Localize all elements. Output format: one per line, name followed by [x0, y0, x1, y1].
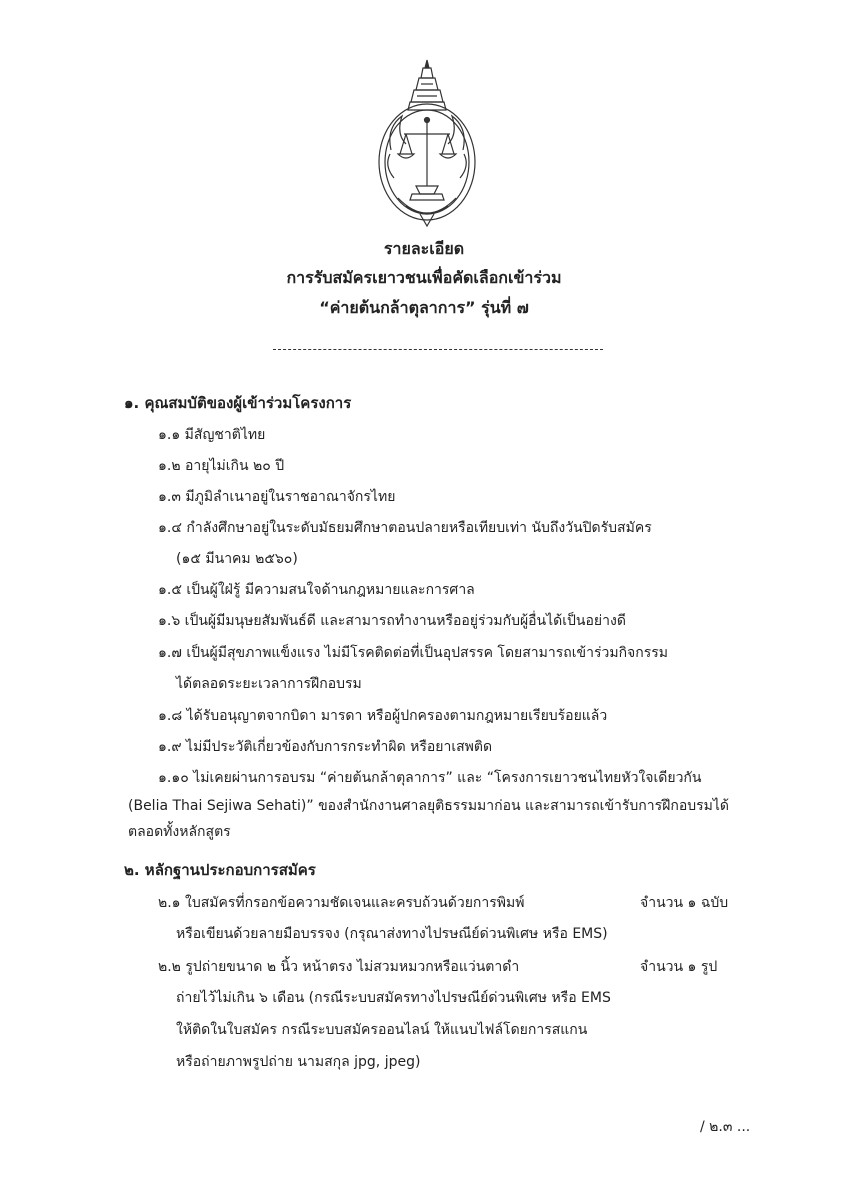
dashed-divider: [273, 349, 603, 350]
qualification-item-1-1: ๑.๑ มีสัญชาติไทย: [158, 427, 266, 443]
qualification-item-1-7-cont: ได้ตลอดระยะเวลาการฝึกอบรม: [176, 676, 362, 692]
qualification-item-1-4-cont: (๑๕ มีนาคม ๒๕๖๐): [176, 551, 298, 567]
qualification-item-1-4: ๑.๔ กำลังศึกษาอยู่ในระดับมัธยมศึกษาตอนปลายหรือเทียบเท่า นับถึงวันปิดรับสมัคร: [158, 520, 652, 536]
section-1-title: ๑. คุณสมบัติของผู้เข้าร่วมโครงการ: [124, 394, 352, 412]
qualification-item-1-2: ๑.๒ อายุไม่เกิน ๒๐ ปี: [158, 458, 285, 474]
document-item-2-1-amount: จำนวน ๑ ฉบับ: [640, 895, 729, 911]
court-emblem-icon: [376, 58, 478, 230]
qualification-item-1-10-cont2: ตลอดทั้งหลักสูตร: [128, 824, 231, 840]
document-item-2-2-cont2: ให้ติดในใบสมัคร กรณีระบบสมัครออนไลน์ ให้แนบไฟล์โดยการสแกน: [176, 1022, 588, 1038]
document-item-2-2: ๒.๒ รูปถ่ายขนาด ๒ นิ้ว หน้าตรง ไม่สวมหมวกหรือแว่นตาดำ: [158, 959, 520, 975]
document-heading-camp-name: “ค่ายต้นกล้าตุลาการ” รุ่นที่ ๗: [319, 298, 529, 317]
qualification-item-1-5: ๑.๕ เป็นผู้ใฝ่รู้ มีความสนใจด้านกฎหมายและการศาล: [158, 582, 475, 598]
document-item-2-1: ๒.๑ ใบสมัครที่กรอกข้อความชัดเจนและครบถ้วนด้วยการพิมพ์: [158, 895, 525, 911]
page-continuation-marker: / ๒.๓ ...: [700, 1119, 751, 1135]
section-2-title: ๒. หลักฐานประกอบการสมัคร: [124, 861, 316, 879]
qualification-item-1-10-cont: (Belia Thai Sejiwa Sehati)” ของสำนักงานศาลยุติธรรมมาก่อน และสามารถเข้ารับการฝึกอบรมได้: [128, 798, 730, 814]
document-item-2-2-cont3: หรือถ่ายภาพรูปถ่าย นามสกุล jpg, jpeg): [176, 1054, 421, 1070]
qualification-item-1-10: ๑.๑๐ ไม่เคยผ่านการอบรม “ค่ายต้นกล้าตุลาการ” และ “โครงการเยาวชนไทยหัวใจเดียวกัน: [158, 770, 702, 786]
qualification-item-1-6: ๑.๖ เป็นผู้มีมนุษยสัมพันธ์ดี และสามารถทำงานหรืออยู่ร่วมกับผู้อื่นได้เป็นอย่างดี: [158, 613, 626, 629]
qualification-item-1-3: ๑.๓ มีภูมิลำเนาอยู่ในราชอาณาจักรไทย: [158, 489, 396, 505]
document-heading-details: รายละเอียด: [383, 239, 465, 258]
document-item-2-2-amount: จำนวน ๑ รูป: [640, 959, 718, 975]
qualification-item-1-7: ๑.๗ เป็นผู้มีสุขภาพแข็งแรง ไม่มีโรคติดต่อที่เป็นอุปสรรค โดยสามารถเข้าร่วมกิจกรรม: [158, 645, 668, 661]
qualification-item-1-8: ๑.๘ ได้รับอนุญาตจากบิดา มารดา หรือผู้ปกครองตามกฎหมายเรียบร้อยแล้ว: [158, 708, 608, 724]
document-heading-recruitment: การรับสมัครเยาวชนเพื่อคัดเลือกเข้าร่วม: [286, 268, 562, 287]
document-item-2-2-cont: ถ่ายไว้ไม่เกิน ๖ เดือน (กรณีระบบสมัครทางไปรษณีย์ด่วนพิเศษ หรือ EMS: [176, 990, 611, 1006]
qualification-item-1-9: ๑.๙ ไม่มีประวัติเกี่ยวข้องกับการกระทำผิด หรือยาเสพติด: [158, 739, 493, 755]
document-item-2-1-cont: หรือเขียนด้วยลายมือบรรจง (กรุณาส่งทางไปรษณีย์ด่วนพิเศษ หรือ EMS): [176, 926, 608, 942]
